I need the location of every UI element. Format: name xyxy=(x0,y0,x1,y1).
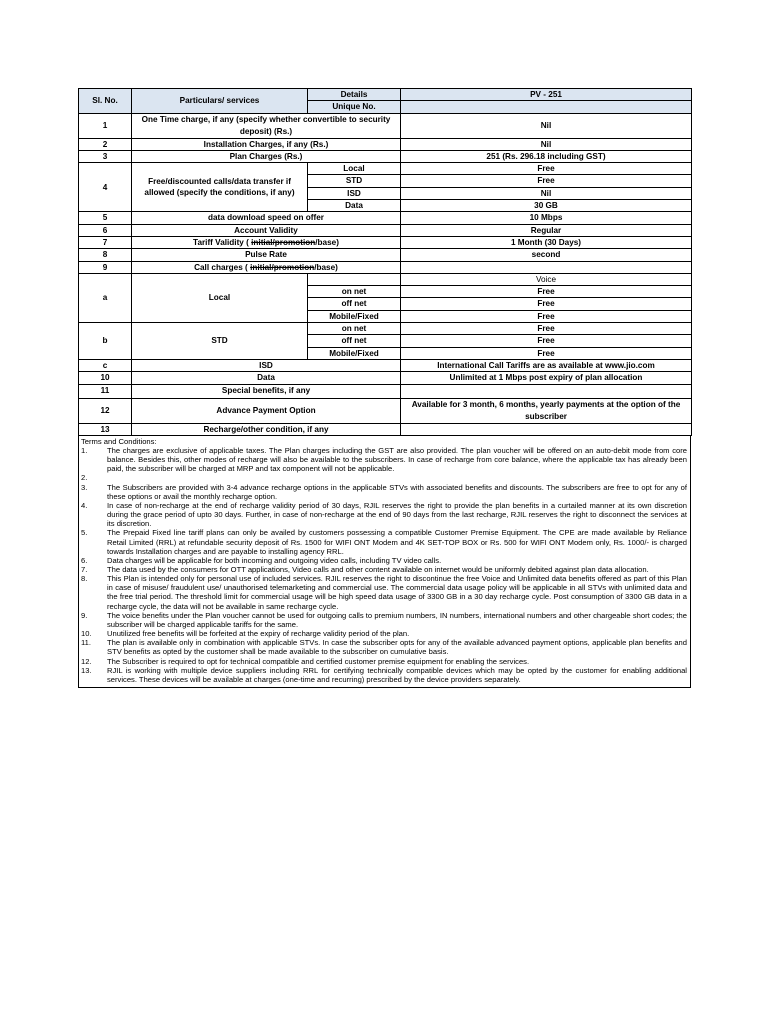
table-row xyxy=(79,359,692,371)
term-text: RJIL is working with multiple device suppliers including RRL for certifying technically compatible devices which may be opted by the customer for enabling additional services. These devices will be available at charges (one-time and recurring) prescribed by the device providers separately. xyxy=(107,665,687,684)
row-label: Account Validity xyxy=(132,224,401,236)
term-text: The Subscriber is required to opt for technical compatible and certified customer premise equipment for enabling the services. xyxy=(107,656,530,666)
term-number: 3. xyxy=(81,482,88,492)
row-label: Special benefits, if any xyxy=(132,384,401,398)
list-item xyxy=(81,629,687,638)
term-text: The voice benefits under the Plan voucher cannot be used for outgoing calls to premium numbers, IN numbers, international numbers and other chargeable short codes; the subscriber will be charged applicable tariffs for the same. xyxy=(107,610,687,629)
row-number: 9 xyxy=(79,261,132,273)
sub-label: off net xyxy=(308,298,401,310)
table-row xyxy=(79,398,692,423)
table-row xyxy=(79,261,692,273)
header-particulars: Particulars/ services xyxy=(132,89,308,114)
term-text: Data charges will be applicable for both incoming and outgoing video calls, including TV video calls. xyxy=(107,555,442,565)
list-item xyxy=(81,611,687,629)
table-row xyxy=(79,163,692,175)
table-row xyxy=(79,138,692,150)
label-part: Call charges ( xyxy=(194,262,251,272)
term-text: The plan is available only in combination with applicable STVs. In case the subscriber opts for any of the available advanced payment options, applicable plan benefits and STV benefits as opted by the customer shall be made available to the subscriber on cumulative basis. xyxy=(107,638,687,657)
term-number: 10. xyxy=(81,629,92,639)
row-label xyxy=(132,236,401,248)
tariff-table xyxy=(78,88,692,436)
row-value: Nil xyxy=(401,187,692,199)
sub-label xyxy=(308,273,401,285)
row-value: Nil xyxy=(401,113,692,138)
sub-label: Data xyxy=(308,200,401,212)
header-sl-no: Sl. No. xyxy=(79,89,132,114)
list-item xyxy=(81,473,687,482)
term-text: In case of non-recharge at the end of recharge validity period of 30 days, RJIL reserves the right to provide the plan benefits in a curtailed manner at its own discretion during the grace period of upto 30 days. Further, in case of non-recharge at the end of 90 days from the last recharge, RJIL reserves the right to disconnect the services at its discretion. xyxy=(107,500,687,529)
row-label: Free/discounted calls/data transfer if allowed (specify the conditions, if any) xyxy=(132,163,308,212)
row-label: data download speed on offer xyxy=(132,212,401,224)
row-number: 10 xyxy=(79,372,132,384)
term-text: Unutilized free benefits will be forfeited at the expiry of recharge validity period of the plan. xyxy=(107,629,410,639)
table-row xyxy=(79,113,692,138)
table-row xyxy=(79,323,692,335)
row-value: Free xyxy=(401,298,692,310)
struck-text: initial/promotion xyxy=(250,262,315,272)
term-text: The Prepaid Fixed line tariff plans can only be availed by customers possessing a compatible Customer Premise Equipment. The CPE are made available by Reliance Retail Limited (RRL) at refundable security deposit of Rs. 1500 for WIFI ONT Modem and 4K SET-TOP BOX or Rs. 500 for WIFI ONT Modem only, Rs. 1000/- is charged towards Installation charges and are payable to installing agency RRL. xyxy=(107,528,687,556)
term-number: 1. xyxy=(81,445,88,455)
header-plan: PV - 251 xyxy=(401,89,692,101)
header-details: Details xyxy=(308,89,401,101)
label-part: /base) xyxy=(315,237,339,247)
row-number: c xyxy=(79,359,132,371)
term-number: 8. xyxy=(81,574,88,584)
row-value: International Call Tariffs are as available at www.jio.com xyxy=(401,359,692,371)
table-row xyxy=(79,249,692,261)
table-row xyxy=(79,273,692,285)
row-number: a xyxy=(79,273,132,322)
row-value: Nil xyxy=(401,138,692,150)
struck-text: initial/promotion xyxy=(251,237,316,247)
row-label: Pulse Rate xyxy=(132,249,401,261)
list-item xyxy=(81,483,687,501)
terms-list xyxy=(81,446,687,684)
sub-label: on net xyxy=(308,286,401,298)
row-value: Free xyxy=(401,163,692,175)
table-row xyxy=(79,212,692,224)
table-row xyxy=(79,372,692,384)
row-label: STD xyxy=(132,323,308,360)
list-item xyxy=(81,556,687,565)
terms-title: Terms and Conditions: xyxy=(81,436,157,446)
term-text: The data used by the consumers for OTT applications, Video calls and other content available on internet would be uniformly debited against plan data allocation. xyxy=(107,565,649,575)
term-number: 9. xyxy=(81,610,88,620)
sub-label: Mobile/Fixed xyxy=(308,347,401,359)
row-number: 8 xyxy=(79,249,132,261)
term-number: 6. xyxy=(81,555,88,565)
row-label: Recharge/other condition, if any xyxy=(132,423,401,435)
header-unique-no: Unique No. xyxy=(308,101,401,113)
terms-and-conditions xyxy=(78,436,691,688)
row-value: Free xyxy=(401,310,692,322)
row-number: 13 xyxy=(79,423,132,435)
term-number: 11. xyxy=(81,638,91,648)
list-item xyxy=(81,657,687,666)
row-number: 1 xyxy=(79,113,132,138)
term-number: 12. xyxy=(81,656,92,666)
sub-label: off net xyxy=(308,335,401,347)
list-item xyxy=(81,638,687,656)
table-row xyxy=(79,423,692,435)
row-number: 3 xyxy=(79,150,132,162)
row-value: Free xyxy=(401,347,692,359)
voice-header: Voice xyxy=(401,273,692,285)
list-item xyxy=(81,574,687,611)
row-value: Unlimited at 1 Mbps post expiry of plan allocation xyxy=(401,372,692,384)
row-value: Free xyxy=(401,286,692,298)
term-text: The charges are exclusive of applicable taxes. The Plan charges including the GST are also provided. The plan voucher will be offered on an auto-debit mode from core balance. Besides this, other modes of recharge will also be available to the subscribers. In case of recharge from core balance, where the applicable tax has already been paid, the subscriber will be charged at MRP and tax component will not be applicable. xyxy=(107,445,687,474)
row-label: Installation Charges, if any (Rs.) xyxy=(132,138,401,150)
label-part: Tariff Validity ( xyxy=(193,237,252,247)
term-number: 13. xyxy=(81,665,92,675)
row-label xyxy=(132,261,401,273)
row-label: Local xyxy=(132,273,308,322)
list-item xyxy=(81,528,687,555)
row-value xyxy=(401,423,692,435)
row-value: Free xyxy=(401,323,692,335)
row-value: Free xyxy=(401,335,692,347)
table-row xyxy=(79,224,692,236)
row-value: 10 Mbps xyxy=(401,212,692,224)
term-number: 7. xyxy=(81,565,88,575)
sub-label: on net xyxy=(308,323,401,335)
header-unique-value xyxy=(401,101,692,113)
row-number: 11 xyxy=(79,384,132,398)
sub-label: Mobile/Fixed xyxy=(308,310,401,322)
row-number: b xyxy=(79,323,132,360)
list-item xyxy=(81,565,687,574)
row-value: Available for 3 month, 6 months, yearly payments at the option of the subscriber xyxy=(401,398,692,423)
table-row xyxy=(79,236,692,248)
row-label: Plan Charges (Rs.) xyxy=(132,150,401,162)
list-item xyxy=(81,501,687,528)
row-label: ISD xyxy=(132,359,401,371)
row-value: Regular xyxy=(401,224,692,236)
sub-label: STD xyxy=(308,175,401,187)
row-value: second xyxy=(401,249,692,261)
row-value: 251 (Rs. 296.18 including GST) xyxy=(401,150,692,162)
row-value xyxy=(401,384,692,398)
row-number: 12 xyxy=(79,398,132,423)
row-value: 1 Month (30 Days) xyxy=(401,236,692,248)
label-part: /base) xyxy=(314,262,338,272)
term-text: This Plan is intended only for personal use of included services. RJIL reserves the right to discontinue the free Voice and Unlimited data benefits offered as part of this Plan in case of misuse/ fraudulent use/ unauthorised telemarketing and commercial use. The commercial data usage policy will be applicable in all STVs with unlimited data and the free trial period. The threshold limit for commercial usage will be high speed data usage of 3300 GB in a 30 day recharge cycle. Post consumption of 3300 GB data in a recharge cycle, the data will not be available in same recharge cycle. xyxy=(107,574,687,611)
sub-label: ISD xyxy=(308,187,401,199)
table-row xyxy=(79,150,692,162)
term-number: 5. xyxy=(81,528,88,538)
table-row xyxy=(79,384,692,398)
row-number: 6 xyxy=(79,224,132,236)
term-number: 2. xyxy=(81,473,88,483)
row-number: 5 xyxy=(79,212,132,224)
tariff-document xyxy=(78,88,691,688)
row-value xyxy=(401,261,692,273)
row-number: 2 xyxy=(79,138,132,150)
row-value: Free xyxy=(401,175,692,187)
row-number: 4 xyxy=(79,163,132,212)
row-label: Advance Payment Option xyxy=(132,398,401,423)
list-item xyxy=(81,446,687,473)
row-label: Data xyxy=(132,372,401,384)
row-number: 7 xyxy=(79,236,132,248)
row-label: One Time charge, if any (specify whether convertible to security deposit) (Rs.) xyxy=(132,113,401,138)
sub-label: Local xyxy=(308,163,401,175)
list-item xyxy=(81,666,687,684)
term-number: 4. xyxy=(81,500,88,510)
term-text: The Subscribers are provided with 3-4 advance recharge options in the applicable STVs with associated benefits and discounts. The subscribers are free to opt for any of these options or avail the monthly recharge option. xyxy=(107,482,687,501)
term-text xyxy=(107,473,687,482)
row-value: 30 GB xyxy=(401,200,692,212)
